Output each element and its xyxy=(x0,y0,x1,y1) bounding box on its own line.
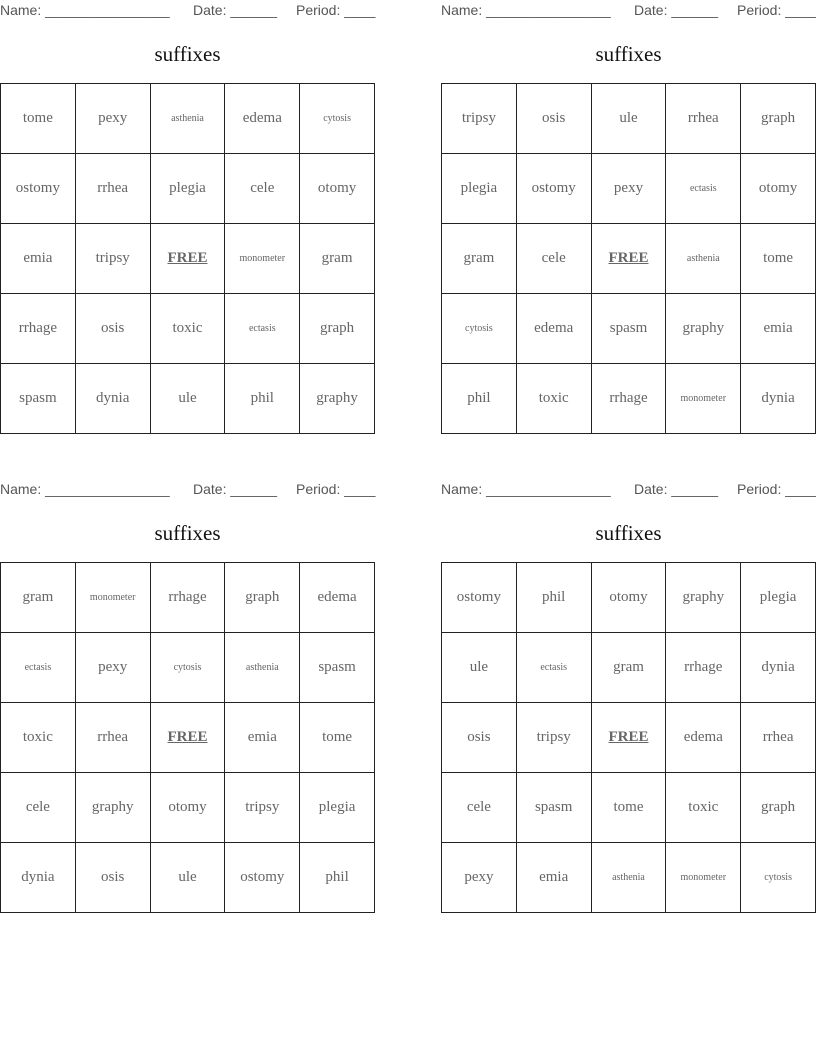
bingo-cell: cele xyxy=(225,154,300,224)
bingo-cell: cele xyxy=(1,773,76,843)
bingo-cell: graph xyxy=(225,563,300,633)
bingo-cell: emia xyxy=(741,294,816,364)
name-field: Name: ________________ xyxy=(0,2,170,18)
bingo-cell: phil xyxy=(300,843,375,913)
grid-row xyxy=(442,154,816,224)
bingo-cell: tome xyxy=(1,84,76,154)
grid-row xyxy=(442,703,816,773)
bingo-cell: edema xyxy=(666,703,741,773)
bingo-card-4 xyxy=(441,479,816,919)
bingo-cell: plegia xyxy=(442,154,517,224)
bingo-cell: dynia xyxy=(75,364,150,434)
card-header xyxy=(0,479,375,501)
bingo-cell: tripsy xyxy=(516,703,591,773)
grid-row xyxy=(1,224,375,294)
free-space-cell: FREE xyxy=(591,224,666,294)
bingo-cell: rrhea xyxy=(666,84,741,154)
bingo-cell: monometer xyxy=(666,364,741,434)
bingo-cell: toxic xyxy=(1,703,76,773)
bingo-cell: ule xyxy=(591,84,666,154)
bingo-cell: asthenia xyxy=(591,843,666,913)
bingo-cell: dynia xyxy=(741,364,816,434)
bingo-cell: edema xyxy=(225,84,300,154)
bingo-cell: pexy xyxy=(75,633,150,703)
bingo-cell: graph xyxy=(741,773,816,843)
bingo-cell: toxic xyxy=(150,294,225,364)
bingo-cell: spasm xyxy=(591,294,666,364)
bingo-grid xyxy=(441,562,816,913)
bingo-cell: osis xyxy=(75,294,150,364)
bingo-cell: graph xyxy=(300,294,375,364)
bingo-cell: cytosis xyxy=(300,84,375,154)
bingo-cell: gram xyxy=(442,224,517,294)
bingo-cell: cele xyxy=(516,224,591,294)
bingo-cell: graph xyxy=(741,84,816,154)
bingo-cell: osis xyxy=(75,843,150,913)
name-field: Name: ________________ xyxy=(0,481,170,497)
bingo-cell: spasm xyxy=(300,633,375,703)
bingo-cell: edema xyxy=(300,563,375,633)
bingo-cell: monometer xyxy=(225,224,300,294)
card-title: suffixes xyxy=(595,521,662,545)
card-title: suffixes xyxy=(154,521,221,545)
bingo-cell: ule xyxy=(442,633,517,703)
bingo-cell: monometer xyxy=(75,563,150,633)
bingo-cell: gram xyxy=(591,633,666,703)
grid-row xyxy=(442,364,816,434)
bingo-cell: plegia xyxy=(150,154,225,224)
grid-row xyxy=(1,633,375,703)
bingo-cell: rrhage xyxy=(666,633,741,703)
bingo-cell: toxic xyxy=(516,364,591,434)
bingo-grid xyxy=(0,562,375,913)
bingo-cell: ule xyxy=(150,364,225,434)
grid-row xyxy=(1,843,375,913)
bingo-cell: dynia xyxy=(741,633,816,703)
period-field: Period: ____ xyxy=(737,2,816,18)
free-space-cell: FREE xyxy=(150,224,225,294)
date-field: Date: ______ xyxy=(193,2,278,18)
bingo-cell: otomy xyxy=(150,773,225,843)
card-title: suffixes xyxy=(154,42,221,66)
bingo-cell: phil xyxy=(225,364,300,434)
card-header xyxy=(0,0,375,22)
bingo-cell: otomy xyxy=(300,154,375,224)
bingo-grid xyxy=(0,83,375,434)
grid-row xyxy=(1,703,375,773)
bingo-cell: otomy xyxy=(591,563,666,633)
bingo-cell: tome xyxy=(741,224,816,294)
period-field: Period: ____ xyxy=(296,481,376,497)
bingo-cell: asthenia xyxy=(666,224,741,294)
bingo-cell: cele xyxy=(442,773,517,843)
bingo-cell: tripsy xyxy=(442,84,517,154)
bingo-cell: asthenia xyxy=(150,84,225,154)
bingo-card-3 xyxy=(0,479,375,919)
grid-row xyxy=(442,633,816,703)
bingo-grid xyxy=(441,83,816,434)
bingo-cell: graphy xyxy=(666,563,741,633)
bingo-cell: pexy xyxy=(442,843,517,913)
name-field: Name: ________________ xyxy=(441,2,611,18)
free-space-cell: FREE xyxy=(150,703,225,773)
grid-row xyxy=(1,364,375,434)
bingo-cell: tome xyxy=(300,703,375,773)
bingo-cell: dynia xyxy=(1,843,76,913)
card-header xyxy=(441,0,816,22)
bingo-cell: emia xyxy=(1,224,76,294)
bingo-cell: osis xyxy=(442,703,517,773)
free-space-cell: FREE xyxy=(591,703,666,773)
bingo-cell: ule xyxy=(150,843,225,913)
grid-row xyxy=(1,773,375,843)
bingo-cell: rrhea xyxy=(75,703,150,773)
grid-row xyxy=(442,224,816,294)
grid-row xyxy=(442,843,816,913)
bingo-cell: monometer xyxy=(666,843,741,913)
bingo-cell: emia xyxy=(516,843,591,913)
bingo-cell: osis xyxy=(516,84,591,154)
bingo-cell: phil xyxy=(442,364,517,434)
card-title: suffixes xyxy=(595,42,662,66)
grid-row xyxy=(442,294,816,364)
bingo-cell: rrhage xyxy=(150,563,225,633)
bingo-cell: rrhea xyxy=(75,154,150,224)
bingo-cell: otomy xyxy=(741,154,816,224)
bingo-cell: ectasis xyxy=(666,154,741,224)
bingo-card-2 xyxy=(441,0,816,440)
bingo-cell: gram xyxy=(300,224,375,294)
bingo-cell: emia xyxy=(225,703,300,773)
bingo-cell: spasm xyxy=(1,364,76,434)
bingo-card-1 xyxy=(0,0,375,440)
bingo-cell: ectasis xyxy=(516,633,591,703)
bingo-cell: cytosis xyxy=(442,294,517,364)
bingo-cell: rrhage xyxy=(1,294,76,364)
date-field: Date: ______ xyxy=(634,2,719,18)
grid-row xyxy=(442,563,816,633)
bingo-cell: plegia xyxy=(741,563,816,633)
bingo-cell: ostomy xyxy=(516,154,591,224)
bingo-cell: phil xyxy=(516,563,591,633)
date-field: Date: ______ xyxy=(634,481,719,497)
bingo-cell: plegia xyxy=(300,773,375,843)
bingo-cell: ostomy xyxy=(225,843,300,913)
grid-row xyxy=(1,154,375,224)
bingo-cell: rrhage xyxy=(591,364,666,434)
bingo-cell: graphy xyxy=(300,364,375,434)
bingo-cell: graphy xyxy=(666,294,741,364)
bingo-cell: tripsy xyxy=(75,224,150,294)
bingo-cell: pexy xyxy=(591,154,666,224)
grid-row xyxy=(442,773,816,843)
bingo-cell: tripsy xyxy=(225,773,300,843)
bingo-cell: pexy xyxy=(75,84,150,154)
bingo-cell: ectasis xyxy=(225,294,300,364)
bingo-cell: toxic xyxy=(666,773,741,843)
bingo-cell: gram xyxy=(1,563,76,633)
bingo-cell: ectasis xyxy=(1,633,76,703)
bingo-cell: cytosis xyxy=(741,843,816,913)
bingo-cell: rrhea xyxy=(741,703,816,773)
grid-row xyxy=(1,84,375,154)
period-field: Period: ____ xyxy=(737,481,816,497)
period-field: Period: ____ xyxy=(296,2,376,18)
date-field: Date: ______ xyxy=(193,481,278,497)
bingo-cell: graphy xyxy=(75,773,150,843)
grid-row xyxy=(1,294,375,364)
name-field: Name: ________________ xyxy=(441,481,611,497)
bingo-cell: cytosis xyxy=(150,633,225,703)
bingo-cell: spasm xyxy=(516,773,591,843)
grid-row xyxy=(442,84,816,154)
card-header xyxy=(441,479,816,501)
bingo-cell: ostomy xyxy=(442,563,517,633)
grid-row xyxy=(1,563,375,633)
bingo-cell: asthenia xyxy=(225,633,300,703)
bingo-cell: tome xyxy=(591,773,666,843)
bingo-cell: ostomy xyxy=(1,154,76,224)
bingo-cell: edema xyxy=(516,294,591,364)
